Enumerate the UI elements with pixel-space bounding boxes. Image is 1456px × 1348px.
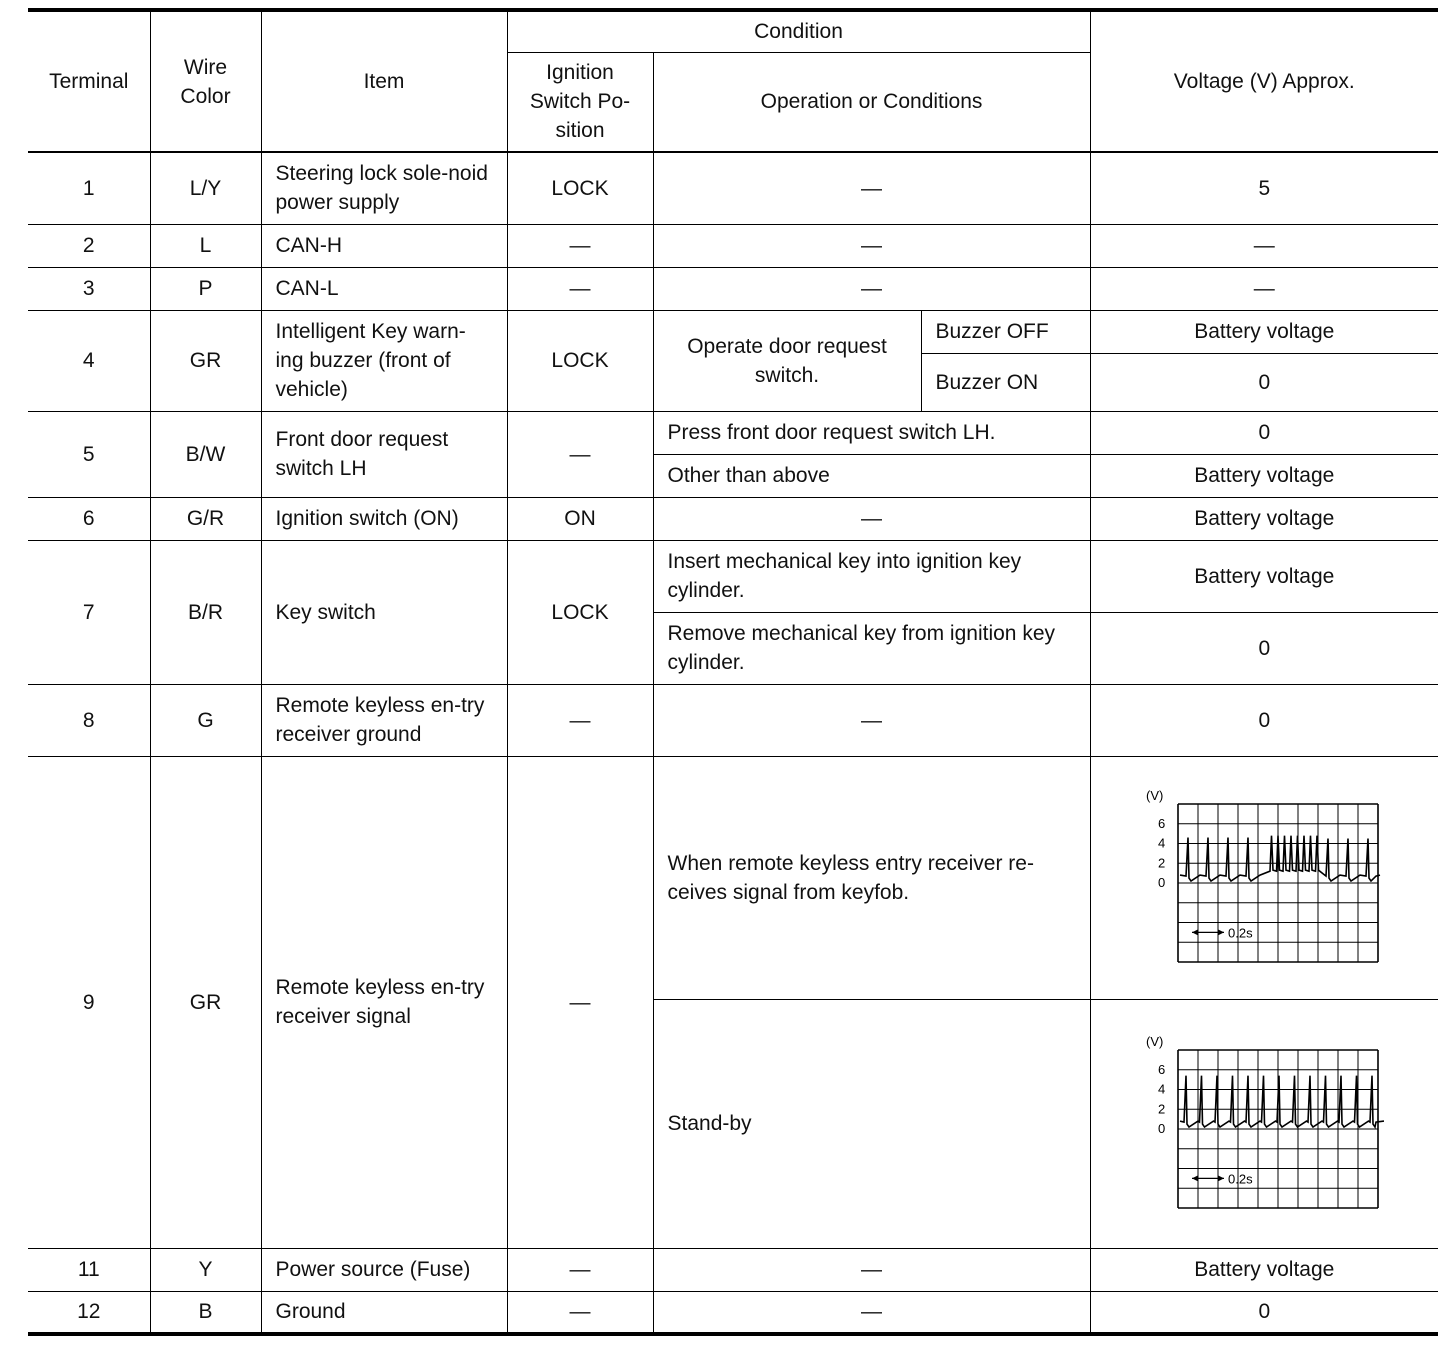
y-tick-label: 6 (1158, 1061, 1166, 1077)
operation-cell: — (653, 1248, 1090, 1291)
wire-color-cell: G/R (150, 497, 261, 540)
item-cell: CAN-L (261, 267, 507, 310)
item-cell: Steering lock sole-noid power supply (261, 152, 507, 224)
signal-trace (1180, 1076, 1384, 1127)
time-scale-label: 0.2s (1228, 925, 1253, 941)
voltage-cell: Battery voltage (1090, 310, 1438, 353)
y-tick-label: 2 (1158, 855, 1166, 871)
item-cell: Ignition switch (ON) (261, 497, 507, 540)
terminal-voltage-table (28, 8, 1438, 1336)
time-arrow-head (1192, 929, 1198, 935)
terminal-cell: 9 (28, 756, 150, 1248)
operation-cell: — (653, 267, 1090, 310)
table-row (28, 756, 1438, 999)
y-tick-label: 0 (1158, 875, 1166, 890)
header-operation-or-conditions: Operation or Conditions (653, 52, 1090, 152)
voltage-cell: — (1090, 267, 1438, 310)
table-row (28, 497, 1438, 540)
header-voltage: Voltage (V) Approx. (1090, 10, 1438, 152)
y-tick-label: 4 (1158, 835, 1166, 851)
scope-grid (1178, 804, 1378, 962)
terminal-cell: 8 (28, 684, 150, 756)
header-terminal: Terminal (28, 10, 150, 152)
operation-cell: Stand-by (653, 999, 1090, 1248)
ignition-cell: — (507, 267, 653, 310)
wire-color-cell: G (150, 684, 261, 756)
y-tick-label: 6 (1158, 815, 1166, 831)
table-row (28, 540, 1438, 612)
sub-condition-cell: Buzzer OFF (921, 310, 1090, 353)
terminal-cell: 2 (28, 224, 150, 267)
item-cell: Power source (Fuse) (261, 1248, 507, 1291)
ignition-cell: — (507, 224, 653, 267)
voltage-cell: 0 (1090, 684, 1438, 756)
ignition-cell: LOCK (507, 310, 653, 411)
header-wire-color: Wire Color (150, 10, 261, 152)
wire-color-cell: L/Y (150, 152, 261, 224)
terminal-cell: 1 (28, 152, 150, 224)
ignition-cell: — (507, 1291, 653, 1334)
ignition-cell: LOCK (507, 152, 653, 224)
header-condition: Condition (507, 10, 1090, 52)
operation-cell: — (653, 152, 1090, 224)
voltage-cell: Battery voltage (1090, 497, 1438, 540)
unit-label: (V) (1146, 1036, 1164, 1049)
item-cell: Ground (261, 1291, 507, 1334)
y-tick-label: 2 (1158, 1101, 1166, 1117)
time-arrow-head (1218, 1175, 1224, 1181)
waveform-signal-received (1144, 790, 1384, 965)
operation-cell: — (653, 1291, 1090, 1334)
operation-cell: Remove mechanical key from ignition key cylinder. (653, 612, 1090, 684)
voltage-cell: 0 (1090, 411, 1438, 454)
voltage-cell: 5 (1090, 152, 1438, 224)
header-ignition-switch-position: Ignition Switch Po-sition (507, 52, 653, 152)
header-item: Item (261, 10, 507, 152)
y-tick-label: 0 (1158, 1121, 1166, 1136)
voltage-cell: 0 (1090, 353, 1438, 411)
operation-cell: — (653, 224, 1090, 267)
voltage-cell: 0 (1090, 1291, 1438, 1334)
voltage-cell: Battery voltage (1090, 1248, 1438, 1291)
terminal-cell: 12 (28, 1291, 150, 1334)
wire-color-cell: Y (150, 1248, 261, 1291)
operation-cell: When remote keyless entry receiver re-ceives signal from keyfob. (653, 756, 1090, 999)
wire-color-cell: L (150, 224, 261, 267)
ignition-cell: ON (507, 497, 653, 540)
time-arrow-head (1192, 1175, 1198, 1181)
terminal-cell: 3 (28, 267, 150, 310)
scope-grid (1178, 1050, 1378, 1208)
operation-cell: — (653, 497, 1090, 540)
terminal-cell: 6 (28, 497, 150, 540)
table-row (28, 1248, 1438, 1291)
table-row (28, 1291, 1438, 1334)
voltage-cell: Battery voltage (1090, 540, 1438, 612)
item-cell: CAN-H (261, 224, 507, 267)
ignition-cell: — (507, 684, 653, 756)
ignition-cell: — (507, 411, 653, 497)
item-cell: Remote keyless en-try receiver ground (261, 684, 507, 756)
wire-color-cell: P (150, 267, 261, 310)
wire-color-cell: GR (150, 756, 261, 1248)
unit-label: (V) (1146, 790, 1164, 803)
terminal-cell: 11 (28, 1248, 150, 1291)
table-row (28, 267, 1438, 310)
item-cell: Front door request switch LH (261, 411, 507, 497)
ignition-cell: — (507, 756, 653, 1248)
terminal-cell: 5 (28, 411, 150, 497)
table-row (28, 310, 1438, 353)
y-tick-label: 4 (1158, 1081, 1166, 1097)
sub-condition-cell: Buzzer ON (921, 353, 1090, 411)
item-cell: Intelligent Key warn-ing buzzer (front of vehicle) (261, 310, 507, 411)
terminal-cell: 4 (28, 310, 150, 411)
item-cell: Key switch (261, 540, 507, 684)
voltage-cell (1090, 999, 1438, 1248)
operation-cell: Operate door request switch. (653, 310, 921, 411)
ignition-cell: LOCK (507, 540, 653, 684)
operation-cell: Insert mechanical key into ignition key cylinder. (653, 540, 1090, 612)
wire-color-cell: B/R (150, 540, 261, 684)
time-arrow-head (1218, 929, 1224, 935)
voltage-cell: — (1090, 224, 1438, 267)
voltage-cell: Battery voltage (1090, 454, 1438, 497)
terminal-cell: 7 (28, 540, 150, 684)
waveform-standby (1144, 1036, 1384, 1211)
wire-color-cell: B/W (150, 411, 261, 497)
table-row (28, 411, 1438, 454)
table-row (28, 224, 1438, 267)
wire-color-cell: B (150, 1291, 261, 1334)
table-row (28, 684, 1438, 756)
voltage-cell (1090, 756, 1438, 999)
wire-color-cell: GR (150, 310, 261, 411)
time-scale-label: 0.2s (1228, 1171, 1253, 1187)
table-row (28, 152, 1438, 224)
operation-cell: Press front door request switch LH. (653, 411, 1090, 454)
signal-trace (1180, 836, 1380, 881)
item-cell: Remote keyless en-try receiver signal (261, 756, 507, 1248)
operation-cell: — (653, 684, 1090, 756)
voltage-cell: 0 (1090, 612, 1438, 684)
operation-cell: Other than above (653, 454, 1090, 497)
ignition-cell: — (507, 1248, 653, 1291)
